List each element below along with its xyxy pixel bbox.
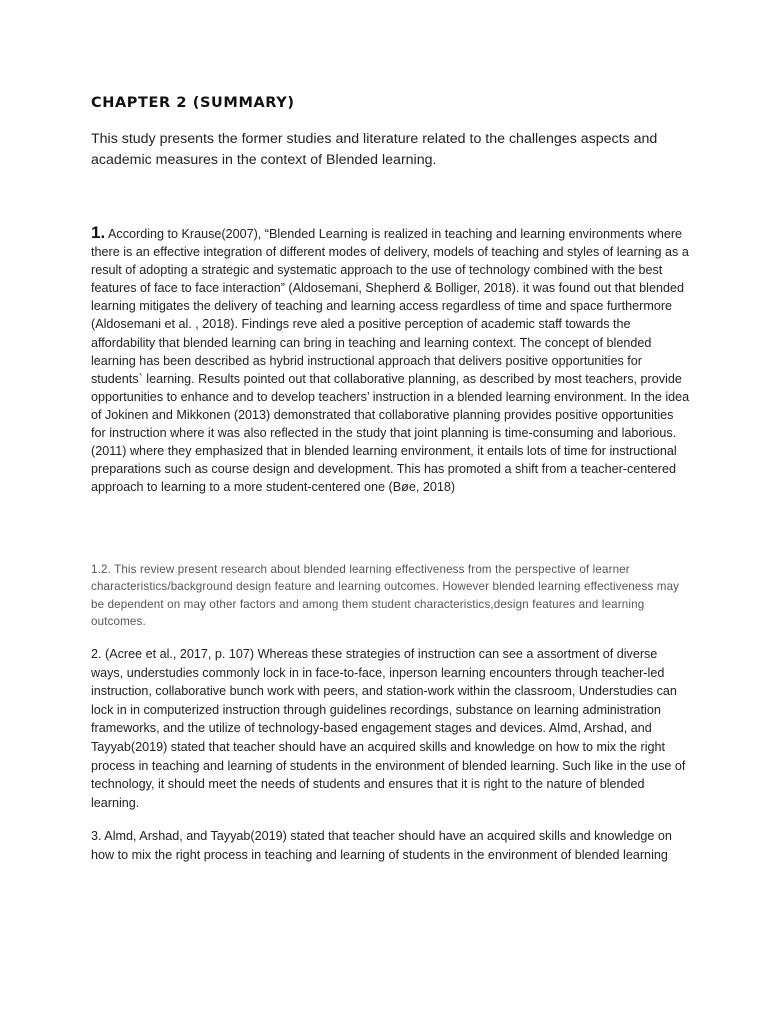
section-1-text: According to Krause(2007), “Blended Learning is realized in teaching and learning environments where there is an effective integration of different modes of delivery, models of teaching and styles of learning as a result of adopting a strategic and systematic approach to the use of technology combined with the best features of face to face interaction” (Aldosemani, Shepherd & Bolliger, 2018). it was found out that blended learning mitigates the delivery of teaching and learning access regardless of time and space furthermore (Aldosemani et al. , 2018). Findings reve aled a positive perception of academic staff towards the affordability that blended learning can bring in teaching and learning context. The concept of blended learning has been described as hybrid instructional approach that delivers positive opportunities for students` learning. Results pointed out that collaborative planning, as described by most teachers, provide opportunities to enhance and to develop teachers’ instruction in a blended learning environment. In the idea of Jokinen and Mikkonen (2013) demonstrated that collaborative planning provides positive opportunities for instruction where it was also reflected in the study that joint planning is time-consuming and laborious. (2011) where they emphasized that in blended learning environment, it entails lots of time for instructional preparations such as course design and development. This has promoted a shift from a teacher-centered approach to learning to a more student-centered one (Bøe, 2018) xyxy=(91,227,690,495)
section-1-2-paragraph: 1.2. This review present research about blended learning effectiveness from the perspective of learner characteristics/background design feature and learning outcomes. However blended learning effectiveness may be dependent on may other factors and among them student characteristics,design features and learning outcomes. xyxy=(91,563,680,628)
section-1-paragraph xyxy=(91,224,691,496)
chapter-heading: CHAPTER 2 (SUMMARY) xyxy=(91,95,295,111)
section-1-number: 1. xyxy=(91,223,106,242)
intro-paragraph: This study presents the former studies and literature related to the challenges aspects and academic measures in the context of Blended learning. xyxy=(91,131,658,168)
section-3-paragraph: 3. Almd, Arshad, and Tayyab(2019) stated that teacher should have an acquired skills and knowledge on how to mix the right process in teaching and learning of students in the environment of blended learning xyxy=(91,829,672,862)
section-2-paragraph: 2. (Acree et al., 2017, p. 107) Whereas these strategies of instruction can see a assortment of diverse ways, understudies commonly lock in in face-to-face, inperson learning encounters through teacher-led instruction, collaborative bunch work with peers, and station-work within the classroom, Understudies can lock in in computerized instruction through guidelines recordings, substance on learning administration frameworks, and the utilize of technology-based engagement stages and devices. Almd, Arshad, and Tayyab(2019) stated that teacher should have an acquired skills and knowledge on how to mix the right process in teaching and learning of students in the environment of blended learning. Such like in the use of technology, it should meet the needs of students and ensures that it is right to the nature of blended learning. xyxy=(91,647,686,810)
